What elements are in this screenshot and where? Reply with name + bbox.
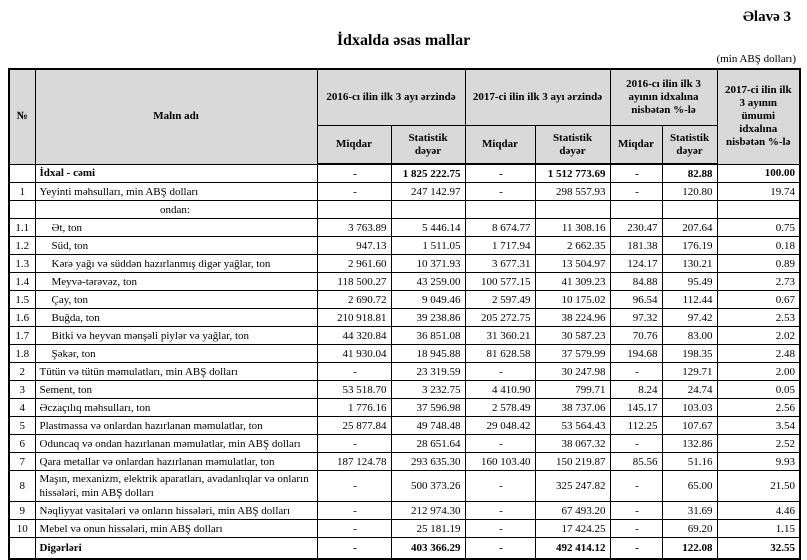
col-header-qty-2017: Miqdar xyxy=(465,126,535,165)
goods-name-cell: Əczaçılıq məhsulları, ton xyxy=(35,399,317,417)
value-cell: 83.00 xyxy=(662,327,717,345)
value-cell: 25 181.19 xyxy=(391,520,465,538)
table-row xyxy=(9,219,800,237)
value-cell: 96.54 xyxy=(610,291,662,309)
value-cell: - xyxy=(610,164,662,183)
row-number-cell: 5 xyxy=(9,417,35,435)
goods-name-cell: Sement, ton xyxy=(35,381,317,399)
value-cell xyxy=(391,201,465,219)
table-row xyxy=(9,399,800,417)
row-number-cell: 1.1 xyxy=(9,219,35,237)
goods-name-cell: Kərə yağı və süddən hazırlanmış digər yağlar, ton xyxy=(35,255,317,273)
value-cell: 124.17 xyxy=(610,255,662,273)
value-cell: 97.32 xyxy=(610,309,662,327)
row-number-cell: 1.7 xyxy=(9,327,35,345)
value-cell: 0.18 xyxy=(717,237,800,255)
value-cell: 37 579.99 xyxy=(535,345,610,363)
value-cell: 160 103.40 xyxy=(465,453,535,471)
value-cell: 29 048.42 xyxy=(465,417,535,435)
value-cell: 36 851.08 xyxy=(391,327,465,345)
col-header-no: № xyxy=(9,69,35,164)
value-cell: 9 049.46 xyxy=(391,291,465,309)
value-cell: 70.76 xyxy=(610,327,662,345)
value-cell: 3 763.89 xyxy=(317,219,391,237)
value-cell: 1 717.94 xyxy=(465,237,535,255)
value-cell: - xyxy=(465,363,535,381)
value-cell: 112.25 xyxy=(610,417,662,435)
value-cell: 2.52 xyxy=(717,435,800,453)
value-cell: 25 877.84 xyxy=(317,417,391,435)
table-row xyxy=(9,363,800,381)
value-cell: 210 918.81 xyxy=(317,309,391,327)
unit-note: (min ABŞ dolları) xyxy=(716,53,796,65)
value-cell: 2 662.35 xyxy=(535,237,610,255)
table-row xyxy=(9,502,800,520)
goods-name-cell: Qara metallar və onlardan hazırlanan məmulatlar, ton xyxy=(35,453,317,471)
value-cell: 118 500.27 xyxy=(317,273,391,291)
value-cell: 84.88 xyxy=(610,273,662,291)
value-cell: 82.88 xyxy=(662,164,717,183)
value-cell: - xyxy=(317,520,391,538)
value-cell: - xyxy=(317,183,391,201)
row-number-cell xyxy=(9,164,35,183)
value-cell: 2.53 xyxy=(717,309,800,327)
goods-name-cell: Plastmassa və onlardan hazırlanan məmulatlar, ton xyxy=(35,417,317,435)
value-cell: - xyxy=(610,435,662,453)
value-cell xyxy=(717,201,800,219)
value-cell: 100 577.15 xyxy=(465,273,535,291)
value-cell: 38 737.06 xyxy=(535,399,610,417)
value-cell: 194.68 xyxy=(610,345,662,363)
value-cell: 325 247.82 xyxy=(535,471,610,502)
value-cell: 2 597.49 xyxy=(465,291,535,309)
row-number-cell: 6 xyxy=(9,435,35,453)
row-number-cell: 1.6 xyxy=(9,309,35,327)
row-number-cell: 1.3 xyxy=(9,255,35,273)
table-row xyxy=(9,183,800,201)
value-cell: 38 224.96 xyxy=(535,309,610,327)
value-cell xyxy=(662,201,717,219)
table-row xyxy=(9,201,800,219)
value-cell: 39 238.86 xyxy=(391,309,465,327)
value-cell: - xyxy=(610,520,662,538)
value-cell: 97.42 xyxy=(662,309,717,327)
table-row xyxy=(9,327,800,345)
value-cell: 198.35 xyxy=(662,345,717,363)
goods-name-cell: İdxal - cəmi xyxy=(35,164,317,183)
value-cell: 130.21 xyxy=(662,255,717,273)
value-cell: - xyxy=(317,363,391,381)
col-header-stat-2016: Statistik dəyər xyxy=(391,126,465,165)
value-cell: - xyxy=(317,538,391,560)
goods-name-cell: Süd, ton xyxy=(35,237,317,255)
goods-name-cell: Digərləri xyxy=(35,538,317,560)
value-cell: 176.19 xyxy=(662,237,717,255)
row-number-cell: 1.4 xyxy=(9,273,35,291)
value-cell: 0.89 xyxy=(717,255,800,273)
value-cell: 500 373.26 xyxy=(391,471,465,502)
row-number-cell: 9 xyxy=(9,502,35,520)
value-cell: 5 446.14 xyxy=(391,219,465,237)
value-cell: - xyxy=(610,183,662,201)
value-cell: 3.54 xyxy=(717,417,800,435)
value-cell: 145.17 xyxy=(610,399,662,417)
value-cell: - xyxy=(465,520,535,538)
value-cell: 120.80 xyxy=(662,183,717,201)
value-cell: 10 175.02 xyxy=(535,291,610,309)
value-cell: 403 366.29 xyxy=(391,538,465,560)
value-cell: 1 776.16 xyxy=(317,399,391,417)
value-cell: 30 247.98 xyxy=(535,363,610,381)
value-cell: 1 825 222.75 xyxy=(391,164,465,183)
value-cell: 69.20 xyxy=(662,520,717,538)
value-cell: 247 142.97 xyxy=(391,183,465,201)
value-cell: 41 930.04 xyxy=(317,345,391,363)
value-cell: 31 360.21 xyxy=(465,327,535,345)
imports-table xyxy=(8,68,801,560)
value-cell: 212 974.30 xyxy=(391,502,465,520)
value-cell: 67 493.20 xyxy=(535,502,610,520)
value-cell: 38 067.32 xyxy=(535,435,610,453)
value-cell: 30 587.23 xyxy=(535,327,610,345)
value-cell: 81 628.58 xyxy=(465,345,535,363)
value-cell xyxy=(317,201,391,219)
table-row xyxy=(9,435,800,453)
value-cell: 18 945.88 xyxy=(391,345,465,363)
value-cell: 2 690.72 xyxy=(317,291,391,309)
value-cell: 187 124.78 xyxy=(317,453,391,471)
value-cell: 207.64 xyxy=(662,219,717,237)
row-number-cell: 10 xyxy=(9,520,35,538)
value-cell: 49 748.48 xyxy=(391,417,465,435)
col-header-name: Malın adı xyxy=(35,69,317,164)
row-number-cell xyxy=(9,201,35,219)
value-cell: 181.38 xyxy=(610,237,662,255)
table-body xyxy=(9,164,800,559)
value-cell: - xyxy=(317,502,391,520)
value-cell: 28 651.64 xyxy=(391,435,465,453)
value-cell: 293 635.30 xyxy=(391,453,465,471)
value-cell xyxy=(610,201,662,219)
value-cell: 112.44 xyxy=(662,291,717,309)
value-cell: 19.74 xyxy=(717,183,800,201)
table-row xyxy=(9,309,800,327)
value-cell: 17 424.25 xyxy=(535,520,610,538)
col-group-2017: 2017-ci ilin ilk 3 ayı ərzində xyxy=(465,69,610,126)
col-header-2017-share: 2017-ci ilin ilk 3 ayının ümumi idxalına nisbətən %-lə xyxy=(717,69,800,164)
value-cell: 298 557.93 xyxy=(535,183,610,201)
value-cell: 31.69 xyxy=(662,502,717,520)
value-cell: 41 309.23 xyxy=(535,273,610,291)
value-cell: - xyxy=(610,502,662,520)
row-number-cell: 1.5 xyxy=(9,291,35,309)
col-header-qty-ratio: Miqdar xyxy=(610,126,662,165)
row-number-cell: 1.8 xyxy=(9,345,35,363)
value-cell: 799.71 xyxy=(535,381,610,399)
goods-name-cell: Oduncaq və ondan hazırlanan məmulatlar, min ABŞ dolları xyxy=(35,435,317,453)
value-cell: 0.75 xyxy=(717,219,800,237)
value-cell: 53 518.70 xyxy=(317,381,391,399)
table-row xyxy=(9,237,800,255)
value-cell: 43 259.00 xyxy=(391,273,465,291)
value-cell: - xyxy=(465,183,535,201)
goods-name-cell: Buğda, ton xyxy=(35,309,317,327)
row-number-cell: 1.2 xyxy=(9,237,35,255)
table-row xyxy=(9,538,800,560)
value-cell: 13 504.97 xyxy=(535,255,610,273)
value-cell: - xyxy=(465,538,535,560)
value-cell: - xyxy=(610,363,662,381)
table-row xyxy=(9,417,800,435)
value-cell: 8.24 xyxy=(610,381,662,399)
value-cell: 100.00 xyxy=(717,164,800,183)
value-cell: 9.93 xyxy=(717,453,800,471)
value-cell: 37 596.98 xyxy=(391,399,465,417)
value-cell: 85.56 xyxy=(610,453,662,471)
value-cell: - xyxy=(317,435,391,453)
goods-name-cell: Tütün və tütün məmulatları, min ABŞ dolları xyxy=(35,363,317,381)
value-cell: 1 511.05 xyxy=(391,237,465,255)
col-group-2016: 2016-cı ilin ilk 3 ayı ərzində xyxy=(317,69,465,126)
value-cell: 150 219.87 xyxy=(535,453,610,471)
value-cell: 0.05 xyxy=(717,381,800,399)
table-row xyxy=(9,381,800,399)
value-cell: 132.86 xyxy=(662,435,717,453)
value-cell: 2 961.60 xyxy=(317,255,391,273)
value-cell: 4 410.90 xyxy=(465,381,535,399)
row-number-cell: 4 xyxy=(9,399,35,417)
col-header-stat-ratio: Statistik dəyər xyxy=(662,126,717,165)
table-row xyxy=(9,453,800,471)
table-row xyxy=(9,520,800,538)
goods-name-cell: Meyvə-tərəvəz, ton xyxy=(35,273,317,291)
goods-name-cell: Çay, ton xyxy=(35,291,317,309)
goods-name-cell: Nəqliyyat vasitələri və onların hissələri, min ABŞ dolları xyxy=(35,502,317,520)
col-header-stat-2017: Statistik dəyər xyxy=(535,126,610,165)
value-cell: - xyxy=(465,435,535,453)
value-cell: 2.00 xyxy=(717,363,800,381)
table-row xyxy=(9,273,800,291)
value-cell: - xyxy=(610,471,662,502)
value-cell: 492 414.12 xyxy=(535,538,610,560)
value-cell: 107.67 xyxy=(662,417,717,435)
value-cell: 8 674.77 xyxy=(465,219,535,237)
goods-name-cell: Mebel və onun hissələri, min ABŞ dolları xyxy=(35,520,317,538)
value-cell: 23 319.59 xyxy=(391,363,465,381)
col-header-qty-2016: Miqdar xyxy=(317,126,391,165)
value-cell: 230.47 xyxy=(610,219,662,237)
value-cell: - xyxy=(610,538,662,560)
value-cell: - xyxy=(465,471,535,502)
table-row xyxy=(9,164,800,183)
value-cell: 947.13 xyxy=(317,237,391,255)
row-number-cell: 8 xyxy=(9,471,35,502)
goods-name-cell: Bitki və heyvan mənşəli piylər və yağlar, ton xyxy=(35,327,317,345)
value-cell xyxy=(465,201,535,219)
table-row xyxy=(9,345,800,363)
value-cell: - xyxy=(465,164,535,183)
value-cell: 24.74 xyxy=(662,381,717,399)
value-cell: - xyxy=(317,471,391,502)
goods-name-cell: Yeyinti məhsulları, min ABŞ dolları xyxy=(35,183,317,201)
row-number-cell: 3 xyxy=(9,381,35,399)
goods-name-cell: Ət, ton xyxy=(35,219,317,237)
value-cell: 3 677.31 xyxy=(465,255,535,273)
value-cell: 53 564.43 xyxy=(535,417,610,435)
annex-label: Əlavə 3 xyxy=(742,9,791,25)
value-cell: 95.49 xyxy=(662,273,717,291)
value-cell: 205 272.75 xyxy=(465,309,535,327)
value-cell: 1.15 xyxy=(717,520,800,538)
value-cell: 44 320.84 xyxy=(317,327,391,345)
value-cell: 122.08 xyxy=(662,538,717,560)
value-cell: 2.48 xyxy=(717,345,800,363)
goods-name-cell: ondan: xyxy=(35,201,317,219)
value-cell: 2.02 xyxy=(717,327,800,345)
goods-name-cell: Maşın, mexanizm, elektrik aparatları, avadanlıqlar və onların hissələri, min ABŞ dolları xyxy=(35,471,317,502)
col-group-2016-ratio: 2016-cı ilin ilk 3 ayının idxalına nisbətən %-lə xyxy=(610,69,717,126)
value-cell: 2 578.49 xyxy=(465,399,535,417)
value-cell: - xyxy=(317,164,391,183)
row-number-cell xyxy=(9,538,35,560)
value-cell: 21.50 xyxy=(717,471,800,502)
row-number-cell: 2 xyxy=(9,363,35,381)
table-row xyxy=(9,255,800,273)
value-cell: 103.03 xyxy=(662,399,717,417)
value-cell: 32.55 xyxy=(717,538,800,560)
value-cell: 3 232.75 xyxy=(391,381,465,399)
value-cell: 129.71 xyxy=(662,363,717,381)
table-row xyxy=(9,291,800,309)
value-cell: - xyxy=(465,502,535,520)
value-cell: 51.16 xyxy=(662,453,717,471)
value-cell: 4.46 xyxy=(717,502,800,520)
table-row xyxy=(9,471,800,502)
value-cell: 65.00 xyxy=(662,471,717,502)
value-cell: 11 308.16 xyxy=(535,219,610,237)
value-cell: 0.67 xyxy=(717,291,800,309)
value-cell: 10 371.93 xyxy=(391,255,465,273)
row-number-cell: 1 xyxy=(9,183,35,201)
value-cell xyxy=(535,201,610,219)
value-cell: 2.73 xyxy=(717,273,800,291)
page-title: İdxalda əsas mallar xyxy=(336,32,471,49)
goods-name-cell: Şəkər, ton xyxy=(35,345,317,363)
value-cell: 2.56 xyxy=(717,399,800,417)
row-number-cell: 7 xyxy=(9,453,35,471)
value-cell: 1 512 773.69 xyxy=(535,164,610,183)
